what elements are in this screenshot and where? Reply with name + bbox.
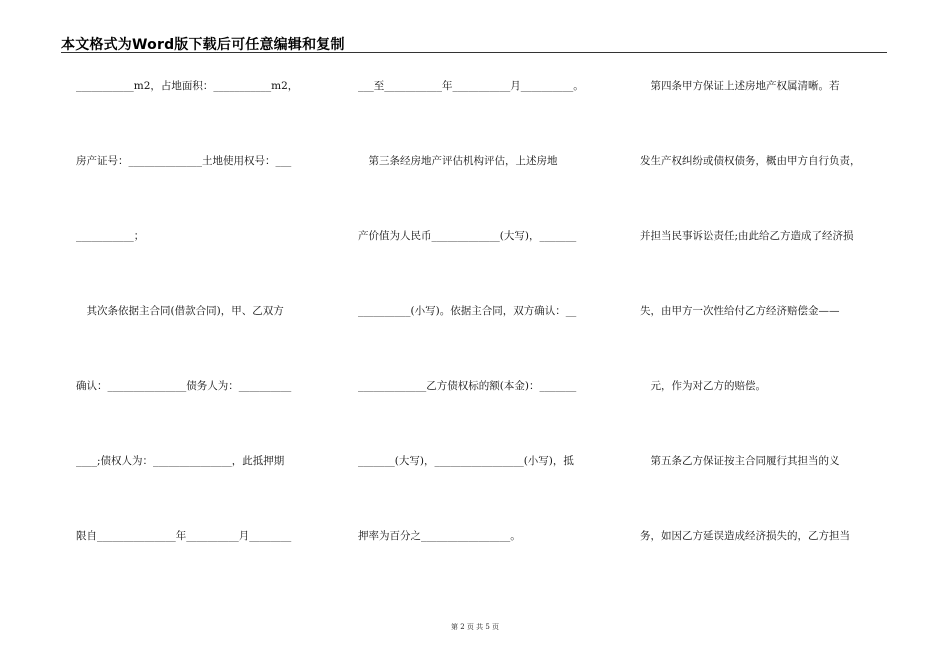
text-line: 押率为百分之_________________。: [358, 530, 521, 542]
text-line: ___至___________年___________月__________。: [358, 80, 584, 92]
text-line: 失，由甲方一次性给付乙方经济赔偿金——: [640, 305, 840, 317]
text-line: 发生产权纠纷或债权债务，概由甲方自行负责，: [640, 155, 861, 167]
text-line: _______(大写)，_________________(小写)，抵: [358, 455, 574, 467]
text-line: 务，如因乙方延误造成经济损失的，乙方担当: [640, 530, 850, 542]
header-rule: [61, 52, 887, 53]
text-line: 其次条依据主合同(借款合同)，甲、乙双方: [76, 305, 284, 317]
text-line: 元，作为对乙方的赔偿。: [640, 380, 766, 392]
text-line: __________(小写)。依据主合同，双方确认：__: [358, 305, 577, 317]
text-line: 限自_______________年__________月________: [76, 530, 292, 542]
text-line: 第三条经房地产评估机构评估，上述房地: [358, 155, 558, 167]
text-line: 确认：_______________债务人为：__________: [76, 380, 292, 392]
text-line: 房产证号：______________土地使用权号：___: [76, 155, 292, 167]
text-line: ___________；: [76, 230, 145, 242]
text-line: ___________m2，占地面积：___________m2，: [76, 80, 299, 92]
text-line: 并担当民事诉讼责任;由此给乙方造成了经济损: [640, 230, 854, 242]
text-line: _____________乙方债权标的额(本金)：_______: [358, 380, 577, 392]
text-line: 第五条乙方保证按主合同履行其担当的义: [640, 455, 840, 467]
text-line: ____;债权人为：_______________，此抵押期: [76, 455, 285, 467]
page-header-title: 本文格式为Word版下载后可任意编辑和复制: [61, 37, 345, 53]
page-number: 第 2 页 共 5 页: [450, 623, 500, 631]
text-line: 第四条甲方保证上述房地产权属清晰。若: [640, 80, 840, 92]
text-line: 产价值为人民币_____________(大写)，_______: [358, 230, 577, 242]
